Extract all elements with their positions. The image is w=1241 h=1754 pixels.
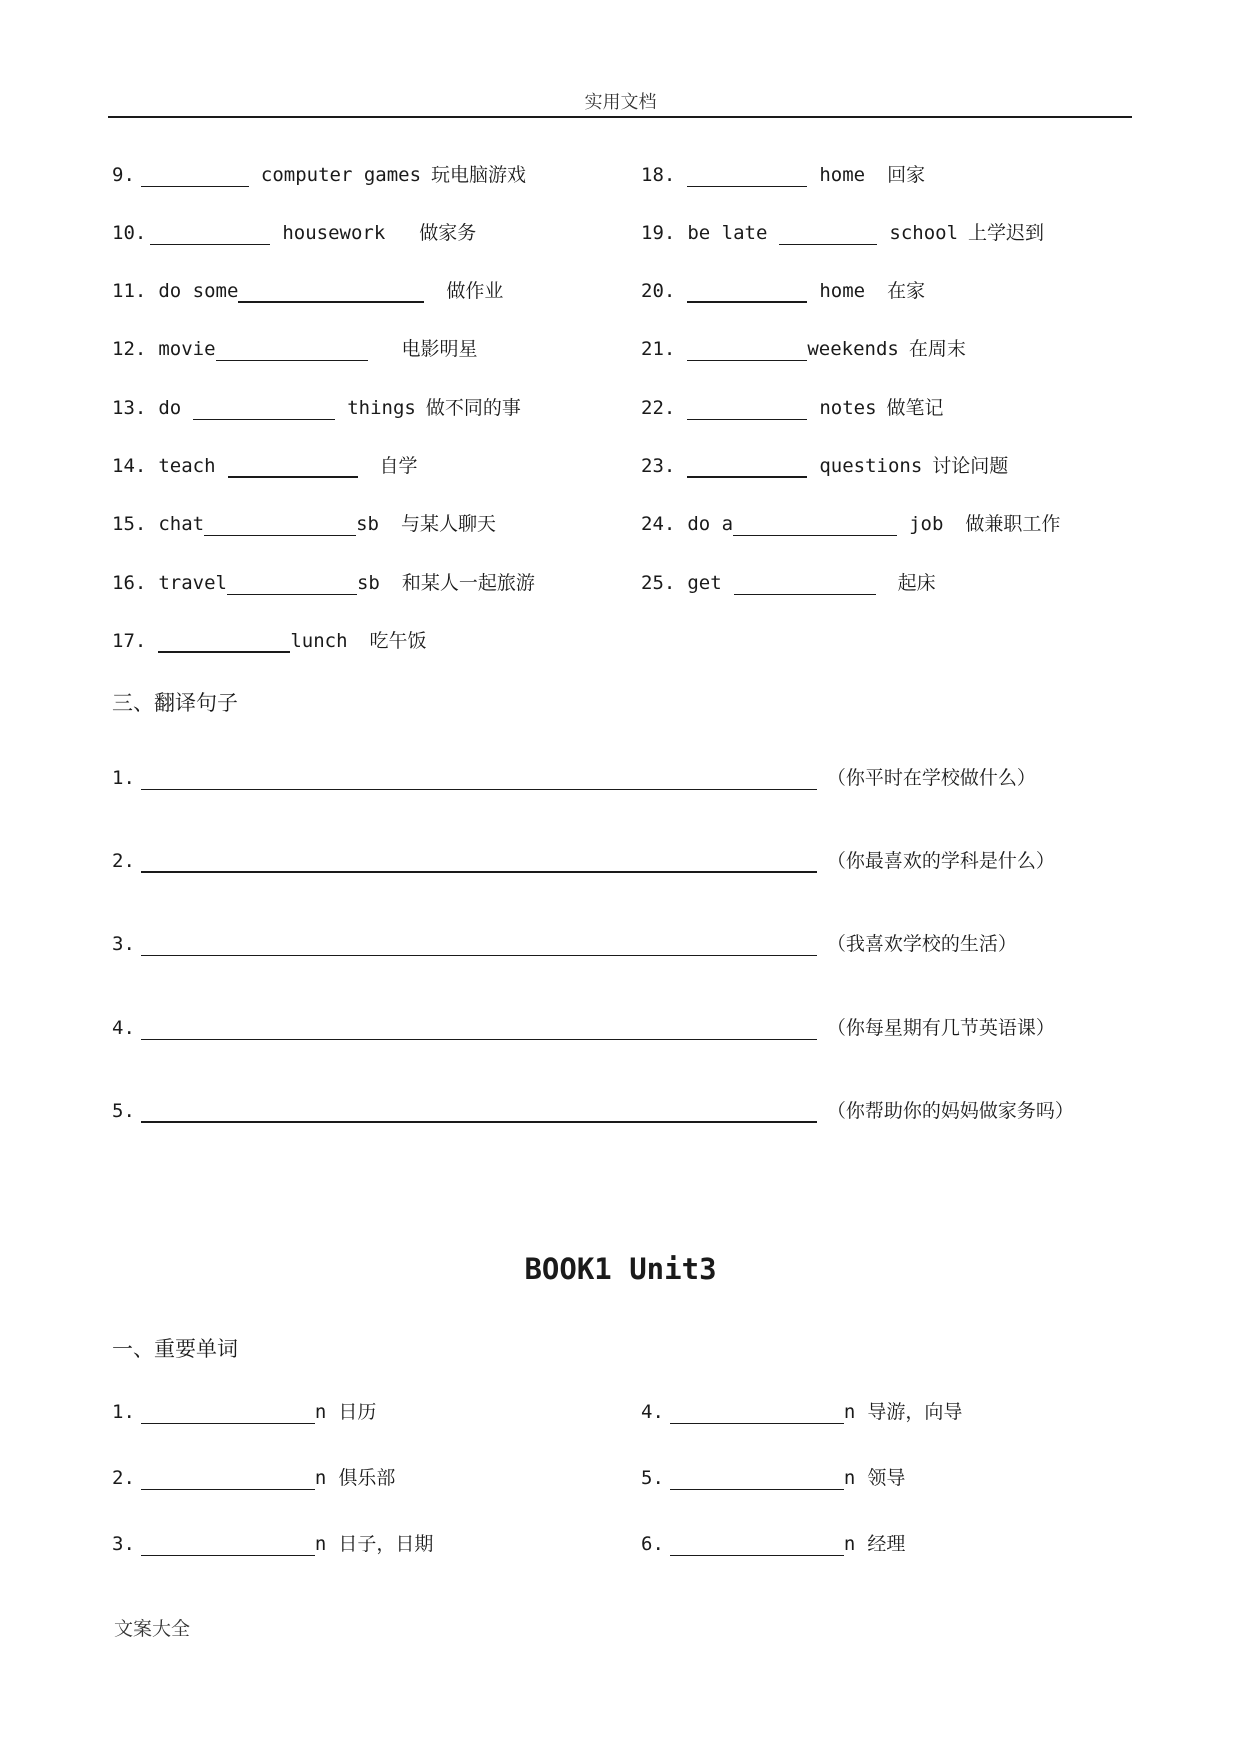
phrase-number: 13. [112,397,147,419]
answer-blank[interactable] [670,1469,844,1490]
answer-blank[interactable] [687,340,807,361]
phrase-text: sb [356,513,379,535]
sentence-number: 4. [112,1017,135,1039]
phrase-translation: 起床 [897,572,936,594]
phrase-translation: 自学 [379,455,418,477]
phrase-text: housework [282,222,386,244]
unit-title: BOOK1 Unit3 [524,1252,717,1286]
page-header: 实用文档 [584,92,657,113]
word-number: 2. [112,1467,135,1489]
part-of-speech: n [314,1401,327,1423]
phrase-text: job [909,513,944,535]
answer-blank[interactable] [228,456,358,478]
phrase-item-10 [112,221,476,245]
word-translation: 导游，向导 [867,1401,963,1423]
phrase-translation: 回家 [887,164,926,186]
phrase-text: movie [158,338,216,360]
sentence-prompt: （我喜欢学校的生活） [826,933,1017,955]
phrase-text: do some [158,280,239,302]
phrase-item-24 [641,512,1060,536]
phrase-number: 17. [112,630,147,652]
phrase-number: 16. [112,572,147,594]
word-translation: 日历 [338,1401,377,1423]
phrase-number: 14. [112,455,147,477]
phrase-text: notes [819,397,877,419]
phrase-text: home [819,280,866,302]
word-item-3 [112,1532,433,1556]
word-translation: 日子，日期 [338,1533,434,1555]
sentence-prompt: （你最喜欢的学科是什么） [826,850,1055,872]
word-number: 1. [112,1401,135,1423]
answer-blank[interactable] [687,166,807,187]
word-item-6 [641,1532,905,1556]
answer-blank[interactable] [141,769,817,790]
phrase-translation: 做作业 [446,280,504,302]
answer-blank[interactable] [687,281,807,303]
phrase-item-20 [641,279,925,303]
answer-blank[interactable] [141,1101,817,1123]
section-title-vocabulary: 一、重要单词 [112,1337,238,1361]
phrase-item-12 [112,337,478,361]
sentence-number: 2. [112,850,135,872]
phrase-item-17 [112,629,427,653]
phrase-translation: 玩电脑游戏 [431,164,527,186]
answer-blank[interactable] [193,399,335,420]
word-translation: 经理 [867,1533,906,1555]
phrase-number: 9. [112,164,135,186]
phrase-item-25 [641,571,936,595]
phrase-number: 18. [641,164,676,186]
answer-blank[interactable] [687,456,807,478]
phrase-translation: 在周末 [908,338,966,360]
phrase-text: things [347,397,416,419]
phrase-translation: 与某人聊天 [400,513,496,535]
phrase-number: 11. [112,280,147,302]
part-of-speech: n [843,1467,856,1489]
word-item-2 [112,1466,395,1490]
answer-blank[interactable] [150,224,270,245]
answer-blank[interactable] [670,1535,844,1556]
sentence-prompt: （你平时在学校做什么） [826,767,1036,789]
answer-blank[interactable] [733,515,897,536]
phrase-text: chat [158,513,205,535]
phrase-text: computer games [260,164,422,186]
phrase-text: lunch [290,630,348,652]
answer-blank[interactable] [141,1535,315,1556]
phrase-text: questions [819,455,923,477]
phrase-number: 24. [641,513,676,535]
phrase-number: 19. [641,222,676,244]
sentence-item-5 [112,1099,1074,1123]
phrase-item-23 [641,454,1008,478]
answer-blank[interactable] [734,574,876,595]
part-of-speech: n [843,1533,856,1555]
answer-blank[interactable] [141,166,249,187]
phrase-translation: 上学迟到 [968,222,1045,244]
phrase-translation: 讨论问题 [932,455,1009,477]
phrase-translation: 做笔记 [886,397,944,419]
word-item-4 [641,1400,962,1424]
sentence-number: 5. [112,1100,135,1122]
phrase-number: 20. [641,280,676,302]
phrase-number: 15. [112,513,147,535]
phrase-text: sb [356,572,380,594]
word-item-5 [641,1466,905,1490]
part-of-speech: n [314,1533,327,1555]
answer-blank[interactable] [158,631,290,653]
sentence-item-3 [112,932,1017,956]
answer-blank[interactable] [141,935,817,956]
sentence-item-1 [112,766,1036,790]
header-rule [108,116,1132,118]
phrase-text: get [687,572,722,594]
phrase-text: do [158,397,182,419]
answer-blank[interactable] [204,515,356,536]
answer-blank[interactable] [670,1403,844,1424]
phrase-item-11 [112,279,503,303]
phrase-item-22 [641,396,944,420]
phrase-item-18 [641,163,925,187]
word-translation: 俱乐部 [338,1467,396,1489]
phrase-number: 10. [112,222,147,244]
word-item-1 [112,1400,376,1424]
answer-blank[interactable] [141,1403,315,1424]
phrase-item-16 [112,571,535,595]
phrase-item-13 [112,396,521,420]
phrase-text: home [819,164,866,186]
phrase-translation: 做不同的事 [425,397,521,419]
sentence-prompt: （你帮助你的妈妈做家务吗） [826,1100,1074,1122]
phrase-text: travel [158,572,227,594]
sentence-number: 1. [112,767,135,789]
phrase-number: 21. [641,338,676,360]
phrase-text: do a [687,513,734,535]
phrase-item-15 [112,512,496,536]
word-translation: 领导 [867,1467,906,1489]
phrase-translation: 吃午饭 [369,630,427,652]
phrase-number: 23. [641,455,676,477]
phrase-translation: 和某人一起旅游 [401,572,535,594]
word-number: 4. [641,1401,664,1423]
phrase-number: 25. [641,572,676,594]
answer-blank[interactable] [227,574,357,595]
phrase-text: be late [687,222,768,244]
phrase-item-19 [641,221,1044,245]
part-of-speech: n [314,1467,327,1489]
answer-blank[interactable] [779,224,877,245]
phrase-number: 12. [112,338,147,360]
phrase-item-9 [112,163,526,187]
sentence-prompt: （你每星期有几节英语课） [826,1017,1055,1039]
word-number: 3. [112,1533,135,1555]
phrase-translation: 在家 [887,280,926,302]
answer-blank[interactable] [238,281,424,303]
sentence-item-2 [112,849,1055,873]
answer-blank[interactable] [687,399,807,420]
phrase-translation: 做兼职工作 [965,513,1061,535]
phrase-translation: 电影明星 [401,338,478,360]
answer-blank[interactable] [141,1019,817,1040]
phrase-translation: 做家务 [419,222,477,244]
phrase-text: weekends [807,338,899,360]
word-number: 6. [641,1533,664,1555]
answer-blank[interactable] [141,1469,315,1490]
phrase-number: 22. [641,397,676,419]
page-footer: 文案大全 [114,1618,191,1640]
sentence-number: 3. [112,933,135,955]
phrase-text: school [889,222,959,244]
answer-blank[interactable] [216,340,368,361]
sentence-item-4 [112,1016,1055,1040]
word-number: 5. [641,1467,664,1489]
phrase-item-21 [641,337,966,361]
section-title-translate: 三、翻译句子 [112,691,238,715]
answer-blank[interactable] [141,851,817,873]
part-of-speech: n [843,1401,856,1423]
phrase-item-14 [112,454,418,478]
phrase-text: teach [158,455,216,477]
